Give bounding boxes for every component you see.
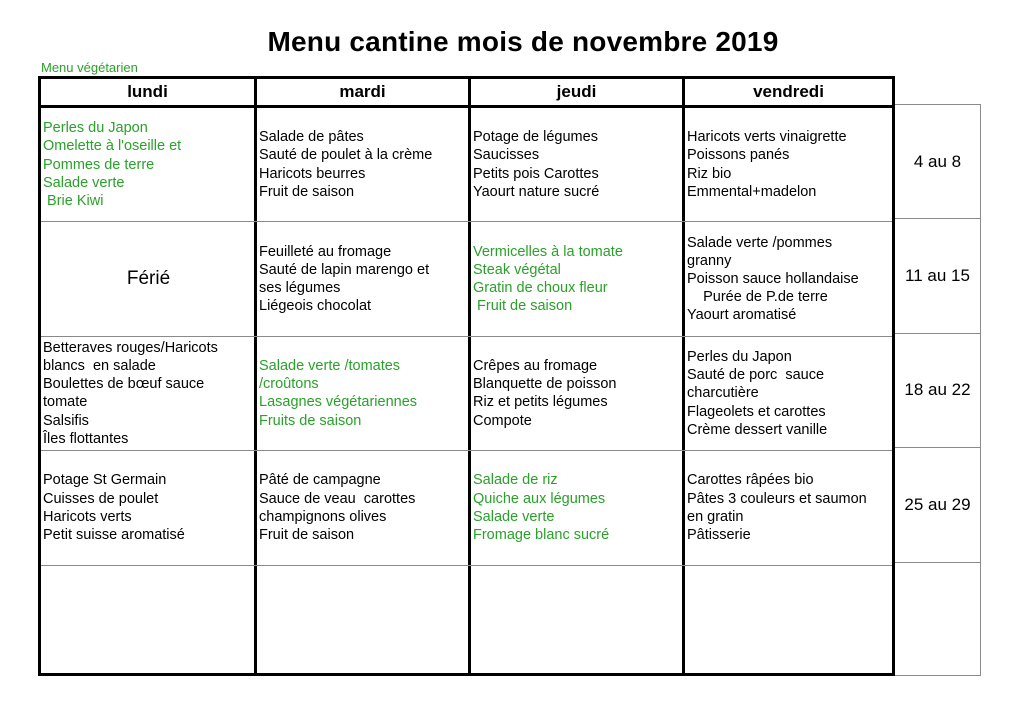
menu-item: Sauté de porc sauce: [687, 367, 825, 384]
menu-cell-vendredi-week-4: [686, 451, 892, 564]
menu-item: Perles du Japon: [43, 120, 148, 137]
menu-item: Crème dessert vanille: [687, 421, 828, 438]
menu-item: Carottes râpées bio: [687, 472, 814, 489]
menu-item: Betteraves rouges/Haricots: [43, 339, 218, 356]
menu-cell-jeudi-week-1: [472, 108, 682, 221]
menu-item: Feuilleté au fromage: [259, 243, 392, 260]
menu-item: Emmental+madelon: [687, 183, 817, 200]
menu-item: Petits pois Carottes: [473, 165, 599, 182]
menu-cell-jeudi-week-3: [472, 337, 682, 450]
menu-item: Sauté de poulet à la crème: [259, 147, 433, 164]
column-header-jeudi: jeudi: [556, 82, 597, 101]
week-dates-label: [895, 563, 980, 676]
menu-item: Quiche aux légumes: [473, 490, 606, 507]
column-header-lundi: lundi: [127, 82, 168, 101]
menu-table: [38, 76, 895, 676]
column-divider: [468, 79, 471, 673]
menu-item: Sauté de lapin marengo et: [259, 261, 430, 278]
menu-item: Boulettes de bœuf sauce: [43, 376, 205, 393]
menu-cell-jeudi-week-2: [472, 222, 682, 335]
menu-item: Haricots beurres: [259, 165, 366, 182]
menu-cell-vendredi-week-1: [686, 108, 892, 221]
column-divider: [254, 79, 257, 673]
menu-cell-jeudi-week-5: [472, 566, 682, 679]
menu-item: Omelette à l'oseille et: [43, 138, 182, 155]
menu-item: charcutière: [687, 385, 759, 402]
menu-item: Poisson sauce hollandaise: [687, 270, 859, 287]
menu-item: champignons olives: [259, 508, 387, 525]
menu-cell-mardi-week-2: [258, 222, 468, 335]
menu-item: Perles du Japon: [687, 348, 792, 365]
menu-item: Salade verte /tomates: [259, 358, 401, 375]
menu-cell-vendredi-week-5: [686, 566, 892, 679]
menu-item: Saucisses: [473, 147, 540, 164]
column-header-mardi: mardi: [339, 82, 386, 101]
menu-cell-mardi-week-5: [258, 566, 468, 679]
menu-item: granny: [687, 252, 732, 269]
menu-item: Fruits de saison: [259, 412, 362, 429]
table-header-row: [41, 79, 892, 108]
menu-item: Crêpes au fromage: [473, 358, 598, 375]
menu-cell-mardi-week-4: [258, 451, 468, 564]
column-divider: [682, 79, 685, 673]
week-dates-label: 11 au 15: [905, 266, 970, 286]
menu-cell-lundi-week-2: [42, 222, 254, 335]
menu-cell-jeudi-week-4: [472, 451, 682, 564]
menu-item: /croûtons: [259, 376, 319, 393]
menu-item: Salade de pâtes: [259, 129, 364, 146]
menu-item: Haricots verts vinaigrette: [687, 129, 847, 146]
menu-item: Gratin de choux fleur: [473, 280, 608, 297]
menu-item: Blanquette de poisson: [473, 376, 617, 393]
menu-item: Petit suisse aromatisé: [43, 527, 185, 544]
menu-item: Îles flottantes: [43, 430, 129, 447]
menu-item: Salade de riz: [473, 472, 558, 489]
menu-item: Salade verte: [43, 174, 125, 191]
menu-cell-lundi-week-5: [42, 566, 254, 679]
week-dates-label: 4 au 8: [913, 151, 962, 171]
menu-item: en gratin: [687, 508, 744, 525]
menu-item: Salade verte: [473, 508, 555, 525]
menu-item: Liégeois chocolat: [259, 298, 372, 315]
menu-item: Riz bio: [687, 165, 732, 182]
page-title: [0, 26, 1024, 58]
menu-cell-lundi-week-1: [42, 108, 254, 221]
column-header-vendredi: vendredi: [753, 82, 824, 101]
menu-item: tomate: [43, 394, 88, 411]
menu-item: Riz et petits légumes: [473, 394, 608, 411]
week-dates-label: 25 au 29: [904, 494, 971, 514]
menu-item: Fruit de saison: [473, 298, 573, 315]
menu-item: Fromage blanc sucré: [473, 527, 610, 544]
week-dates-column: [895, 104, 981, 676]
menu-cell-mardi-week-3: [258, 337, 468, 450]
menu-cell-lundi-week-3: [42, 337, 254, 450]
menu-item: Yaourt aromatisé: [687, 307, 797, 324]
menu-item: Brie Kiwi: [43, 193, 104, 209]
menu-cell-mardi-week-1: [258, 108, 468, 221]
page-title-text: Menu cantine mois de novembre 2019: [267, 26, 779, 57]
menu-item: Pâté de campagne: [259, 472, 381, 489]
menu-item: Salade verte /pommes: [687, 234, 833, 251]
menu-item: Purée de P.de terre: [687, 289, 828, 306]
menu-cell-vendredi-week-2: [686, 222, 892, 335]
menu-cell-lundi-week-4: [42, 451, 254, 564]
menu-item: Salsifis: [43, 412, 89, 429]
menu-item: ses légumes: [259, 280, 341, 297]
vegetarian-legend: Menu végétarien: [41, 60, 138, 75]
menu-item: Steak végétal: [473, 261, 561, 278]
menu-item: Compote: [473, 412, 532, 429]
menu-item: Pâtisserie: [687, 527, 751, 544]
menu-item: Lasagnes végétariennes: [259, 394, 418, 411]
menu-item: Fruit de saison: [259, 527, 355, 544]
menu-item: Flageolets et carottes: [687, 403, 826, 420]
menu-cell-vendredi-week-3: [686, 337, 892, 450]
menu-item: Pâtes 3 couleurs et saumon: [687, 490, 867, 507]
menu-item: Fruit de saison: [259, 183, 355, 200]
menu-item: Poissons panés: [687, 147, 790, 164]
holiday-label: Férié: [126, 267, 171, 289]
menu-item: Potage St Germain: [43, 472, 167, 489]
menu-item: Vermicelles à la tomate: [473, 243, 623, 260]
week-dates-label: 18 au 22: [904, 380, 971, 400]
menu-item: Cuisses de poulet: [43, 490, 159, 507]
menu-item: Sauce de veau carottes: [259, 490, 416, 507]
menu-item: Potage de légumes: [473, 129, 598, 146]
menu-item: Haricots verts: [43, 508, 132, 525]
menu-item: Pommes de terre: [43, 156, 155, 173]
menu-item: Yaourt nature sucré: [473, 183, 600, 200]
menu-item: blancs en salade: [43, 358, 156, 375]
